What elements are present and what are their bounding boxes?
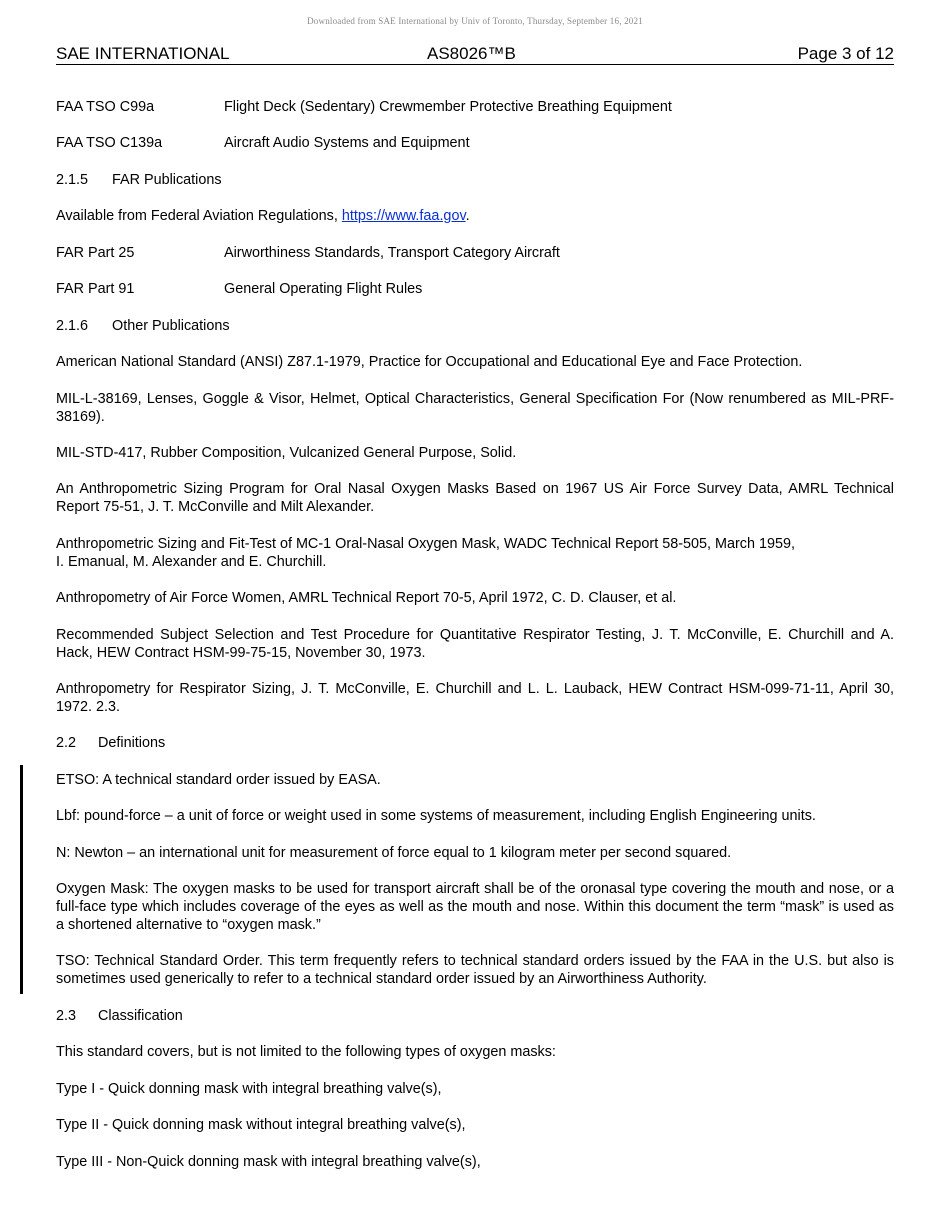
reference-row — [56, 244, 560, 262]
section-title: Definitions — [98, 735, 166, 751]
publication-item: MIL-STD-417, Rubber Composition, Vulcanized General Purpose, Solid. — [56, 445, 517, 461]
far-availability-text: Available from Federal Aviation Regulations, — [56, 208, 342, 224]
revision-change-bar — [20, 765, 23, 994]
publication-item: An Anthropometric Sizing Program for Oral Nasal Oxygen Masks Based on 1967 US Air Force Survey Data, AMRL Technical Report 75-51, J. T. McConville and Milt Alexander. — [56, 481, 894, 515]
reference-row — [56, 98, 672, 116]
section-number: 2.3 — [56, 1008, 77, 1024]
header-page-number: Page 3 of 12 — [797, 44, 894, 63]
classification-intro: This standard covers, but is not limited to the following types of oxygen masks: — [56, 1044, 556, 1060]
section-title: FAR Publications — [112, 172, 222, 188]
publication-item-continued: I. Emanual, M. Alexander and E. Churchill. — [56, 554, 327, 570]
section-heading-2-2 — [56, 734, 166, 752]
publication-item: Recommended Subject Selection and Test Procedure for Quantitative Respirator Testing, J. T. McConville, E. Churchill and A. Hack, HEW Contract HSM-99-75-15, November 30, 1973. — [56, 627, 894, 661]
header-doc-id: AS8026™B — [427, 44, 516, 63]
publication-item: American National Standard (ANSI) Z87.1-1979, Practice for Occupational and Educational Eye and Face Protection. — [56, 354, 803, 370]
reference-code: FAA TSO C139a — [56, 135, 163, 151]
definition-item: Oxygen Mask: The oxygen masks to be used for transport aircraft shall be of the oronasal type covering the mouth and nose, or a full-face type which includes coverage of the eyes as well as the mouth and nose. Within this document the term “mask” is used as a shortened alternative to “oxygen mask.” — [56, 881, 894, 933]
mask-type-item: Type I - Quick donning mask with integral breathing valve(s), — [56, 1081, 442, 1097]
reference-row — [56, 134, 470, 152]
download-watermark: Downloaded from SAE International by Univ of Toronto, Thursday, September 16, 2021 — [307, 16, 643, 26]
section-number: 2.1.6 — [56, 318, 89, 334]
mask-type-item: Type III - Non-Quick donning mask with integral breathing valve(s), — [56, 1154, 481, 1170]
publication-item: Anthropometry for Respirator Sizing, J. T. McConville, E. Churchill and L. L. Lauback, HEW Contract HSM-099-71-11, April 30, 1972. 2.3. — [56, 681, 894, 715]
far-availability — [56, 207, 470, 225]
publication-item: Anthropometry of Air Force Women, AMRL Technical Report 70-5, April 1972, C. D. Clauser, et al. — [56, 590, 677, 606]
reference-title: Airworthiness Standards, Transport Category Aircraft — [224, 245, 560, 261]
reference-title: Aircraft Audio Systems and Equipment — [224, 135, 470, 151]
publication-item: MIL-L-38169, Lenses, Goggle & Visor, Helmet, Optical Characteristics, General Specification For (Now renumbered as MIL-PRF-38169). — [56, 391, 894, 425]
section-title: Classification — [98, 1008, 183, 1024]
reference-title: General Operating Flight Rules — [224, 281, 423, 297]
section-heading-2-1-6 — [56, 317, 230, 335]
definition-item: ETSO: A technical standard order issued by EASA. — [56, 772, 381, 788]
header-org: SAE INTERNATIONAL — [56, 44, 230, 63]
section-heading-2-1-5 — [56, 171, 222, 189]
publication-item: Anthropometric Sizing and Fit-Test of MC-1 Oral-Nasal Oxygen Mask, WADC Technical Report 58-505, March 1959, — [56, 536, 796, 552]
reference-code: FAA TSO C99a — [56, 99, 155, 115]
definition-item: Lbf: pound-force – a unit of force or weight used in some systems of measurement, including English Engineering units. — [56, 808, 816, 824]
definition-item: TSO: Technical Standard Order. This term frequently refers to technical standard orders issued by the FAA in the U.S. but also is sometimes used generically to refer to a technical standard order issued by an Airworthiness Authority. — [56, 953, 894, 987]
section-title: Other Publications — [112, 318, 230, 334]
page-header — [56, 44, 894, 65]
reference-row — [56, 280, 423, 298]
reference-title: Flight Deck (Sedentary) Crewmember Protective Breathing Equipment — [224, 99, 672, 115]
definition-item: N: Newton – an international unit for measurement of force equal to 1 kilogram meter per second squared. — [56, 845, 732, 861]
section-heading-2-3 — [56, 1007, 183, 1025]
reference-code: FAR Part 91 — [56, 281, 135, 297]
section-number: 2.1.5 — [56, 172, 89, 188]
section-number: 2.2 — [56, 735, 77, 751]
far-availability-period: . — [465, 208, 470, 224]
faa-link[interactable]: https://www.faa.gov — [341, 208, 466, 224]
reference-code: FAR Part 25 — [56, 245, 135, 261]
mask-type-item: Type II - Quick donning mask without integral breathing valve(s), — [56, 1117, 466, 1133]
